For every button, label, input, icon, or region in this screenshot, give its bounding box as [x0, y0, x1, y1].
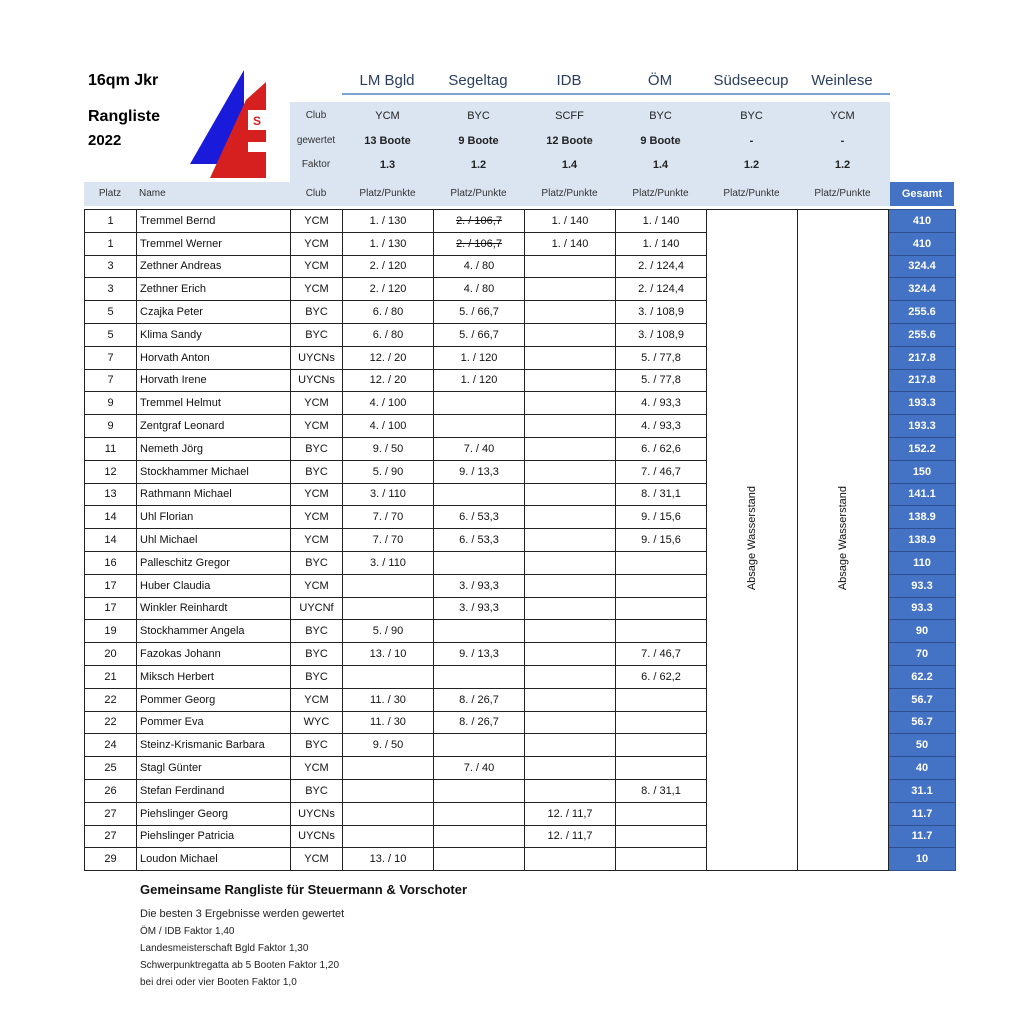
notes-title: Gemeinsame Rangliste für Steuermann & Vorschoter: [140, 882, 468, 897]
event-factor: 1.2: [743, 159, 760, 171]
oem-cell: [616, 825, 707, 848]
event-name: Weinlese: [811, 72, 873, 89]
club-cell: BYC: [291, 437, 343, 460]
idb-cell: [525, 597, 616, 620]
rank-cell: 9: [85, 415, 137, 438]
lm-bgld-cell: 7. / 70: [343, 506, 434, 529]
name-cell: Tremmel Helmut: [137, 392, 291, 415]
lm-bgld-cell: 7. / 70: [343, 529, 434, 552]
idb-cell: [525, 848, 616, 871]
lm-bgld-cell: 5. / 90: [343, 620, 434, 643]
segeltag-cell: 9. / 13,3: [434, 460, 525, 483]
club-cell: BYC: [291, 665, 343, 688]
lm-bgld-cell: [343, 574, 434, 597]
segeltag-cell: [434, 415, 525, 438]
event-club: YCM: [375, 110, 400, 122]
segeltag-cell: [434, 802, 525, 825]
segeltag-cell: 4. / 80: [434, 278, 525, 301]
note-line: Die besten 3 Ergebnisse werden gewertet: [140, 908, 345, 920]
segeltag-cell: 5. / 66,7: [434, 323, 525, 346]
lm-bgld-cell: [343, 665, 434, 688]
lm-bgld-cell: 1. / 130: [343, 210, 434, 233]
name-cell: Czajka Peter: [137, 301, 291, 324]
oem-cell: 4. / 93,3: [616, 392, 707, 415]
lm-bgld-cell: [343, 779, 434, 802]
event-name: LM Bgld: [359, 72, 415, 89]
club-cell: YCM: [291, 529, 343, 552]
name-cell: Zethner Erich: [137, 278, 291, 301]
name-cell: Uhl Michael: [137, 529, 291, 552]
total-cell: 138.9: [889, 506, 956, 529]
idb-cell: [525, 415, 616, 438]
page-year: 2022: [88, 132, 122, 149]
total-cell: 31.1: [889, 779, 956, 802]
total-cell: 40: [889, 757, 956, 780]
club-cell: YCM: [291, 278, 343, 301]
oem-cell: 1. / 140: [616, 232, 707, 255]
lm-bgld-cell: 11. / 30: [343, 711, 434, 734]
col-head-platz-punkte: Platz/Punkte: [450, 188, 507, 199]
total-cell: 62.2: [889, 665, 956, 688]
club-cell: BYC: [291, 779, 343, 802]
lm-bgld-cell: 2. / 120: [343, 255, 434, 278]
idb-cell: 1. / 140: [525, 232, 616, 255]
oem-cell: [616, 711, 707, 734]
idb-cell: [525, 506, 616, 529]
total-cell: 93.3: [889, 574, 956, 597]
lm-bgld-cell: 6. / 80: [343, 323, 434, 346]
segeltag-cell: 1. / 120: [434, 369, 525, 392]
oem-cell: 8. / 31,1: [616, 483, 707, 506]
weinlese-cancelled-cell: [798, 210, 889, 871]
segeltag-cell: 8. / 26,7: [434, 688, 525, 711]
oem-cell: [616, 802, 707, 825]
name-cell: Fazokas Johann: [137, 643, 291, 666]
event-factor: 1.4: [652, 159, 669, 171]
lm-bgld-cell: 13. / 10: [343, 848, 434, 871]
rank-cell: 27: [85, 825, 137, 848]
event-boats: 9 Boote: [458, 135, 499, 147]
lm-bgld-cell: 12. / 20: [343, 346, 434, 369]
idb-cell: [525, 643, 616, 666]
total-cell: 141.1: [889, 483, 956, 506]
rank-cell: 7: [85, 346, 137, 369]
segeltag-cell: 7. / 40: [434, 757, 525, 780]
oem-cell: [616, 620, 707, 643]
event-factor: 1.3: [379, 159, 396, 171]
lm-bgld-cell: 12. / 20: [343, 369, 434, 392]
oem-cell: 6. / 62,2: [616, 665, 707, 688]
oem-cell: 3. / 108,9: [616, 301, 707, 324]
name-cell: Piehslinger Patricia: [137, 825, 291, 848]
lm-bgld-cell: 4. / 100: [343, 415, 434, 438]
total-cell: 152.2: [889, 437, 956, 460]
rank-cell: 22: [85, 688, 137, 711]
cancel-note: Absage Wasserstand: [746, 486, 758, 591]
event-club: BYC: [740, 110, 763, 122]
total-cell: 90: [889, 620, 956, 643]
oem-cell: 3. / 108,9: [616, 323, 707, 346]
total-cell: 410: [889, 210, 956, 233]
idb-cell: [525, 255, 616, 278]
info-row-faktor: [290, 153, 890, 177]
total-cell: 50: [889, 734, 956, 757]
total-cell: 193.3: [889, 415, 956, 438]
event-boats: 13 Boote: [364, 135, 411, 147]
total-cell: 56.7: [889, 688, 956, 711]
segeltag-cell: 5. / 66,7: [434, 301, 525, 324]
lm-bgld-cell: [343, 597, 434, 620]
segeltag-cell: [434, 779, 525, 802]
club-cell: YCM: [291, 848, 343, 871]
club-cell: YCM: [291, 255, 343, 278]
oem-cell: 7. / 46,7: [616, 460, 707, 483]
event-club: YCM: [830, 110, 855, 122]
event-name: IDB: [556, 72, 582, 89]
segeltag-cell: 3. / 93,3: [434, 574, 525, 597]
rank-cell: 13: [85, 483, 137, 506]
note-line: Schwerpunktregatta ab 5 Booten Faktor 1,20: [140, 960, 340, 971]
idb-cell: [525, 551, 616, 574]
rank-cell: 3: [85, 255, 137, 278]
total-cell: 11.7: [889, 802, 956, 825]
page-title: 16qm Jkr: [88, 72, 159, 89]
idb-cell: [525, 734, 616, 757]
total-cell: 150: [889, 460, 956, 483]
event-factor: 1.2: [834, 159, 851, 171]
info-label-gewertet: gewertet: [296, 135, 336, 146]
idb-cell: [525, 779, 616, 802]
oem-cell: [616, 574, 707, 597]
event-boats: 9 Boote: [640, 135, 681, 147]
lm-bgld-cell: 3. / 110: [343, 551, 434, 574]
total-cell: 93.3: [889, 597, 956, 620]
lm-bgld-cell: 3. / 110: [343, 483, 434, 506]
name-cell: Klima Sandy: [137, 323, 291, 346]
rank-cell: 25: [85, 757, 137, 780]
name-cell: Horvath Irene: [137, 369, 291, 392]
total-cell: 217.8: [889, 346, 956, 369]
total-cell: 10: [889, 848, 956, 871]
total-cell: 324.4: [889, 278, 956, 301]
oem-cell: [616, 734, 707, 757]
info-row-gewertet: [290, 129, 890, 153]
rank-cell: 19: [85, 620, 137, 643]
segeltag-cell: 6. / 53,3: [434, 529, 525, 552]
note-line: ÖM / IDB Faktor 1,40: [140, 926, 235, 937]
oem-cell: 6. / 62,6: [616, 437, 707, 460]
lm-bgld-cell: 6. / 80: [343, 301, 434, 324]
lm-bgld-cell: [343, 757, 434, 780]
segeltag-cell: 3. / 93,3: [434, 597, 525, 620]
segeltag-cell: 9. / 13,3: [434, 643, 525, 666]
idb-cell: [525, 757, 616, 780]
event-name: ÖM: [647, 72, 673, 89]
oem-cell: [616, 848, 707, 871]
event-club: BYC: [649, 110, 672, 122]
segeltag-cell: [434, 825, 525, 848]
table-row: [85, 210, 956, 233]
struck-result: 2. / 106,7: [456, 237, 502, 250]
name-cell: Pommer Georg: [137, 688, 291, 711]
club-cell: BYC: [291, 460, 343, 483]
name-cell: Stefan Ferdinand: [137, 779, 291, 802]
rank-cell: 12: [85, 460, 137, 483]
oem-cell: 5. / 77,8: [616, 369, 707, 392]
lm-bgld-cell: 2. / 120: [343, 278, 434, 301]
name-cell: Miksch Herbert: [137, 665, 291, 688]
total-cell: 110: [889, 551, 956, 574]
suedseecup-cancelled-cell: [707, 210, 798, 871]
oem-cell: 2. / 124,4: [616, 255, 707, 278]
segeltag-cell: 7. / 40: [434, 437, 525, 460]
segeltag-cell: [434, 232, 525, 255]
oem-cell: [616, 597, 707, 620]
idb-cell: [525, 688, 616, 711]
club-cell: YCM: [291, 415, 343, 438]
club-cell: UYCNf: [291, 597, 343, 620]
event-club: BYC: [467, 110, 490, 122]
name-cell: Steinz-Krismanic Barbara: [137, 734, 291, 757]
idb-cell: [525, 346, 616, 369]
page-subtitle: Rangliste: [88, 108, 161, 125]
rank-cell: 29: [85, 848, 137, 871]
col-head-platz-punkte: Platz/Punkte: [723, 188, 780, 199]
note-line: bei drei oder vier Booten Faktor 1,0: [140, 977, 297, 988]
info-label-club: Club: [305, 110, 327, 121]
rank-cell: 9: [85, 392, 137, 415]
col-head-platz-punkte: Platz/Punkte: [541, 188, 598, 199]
oem-cell: [616, 551, 707, 574]
rank-cell: 21: [85, 665, 137, 688]
rank-cell: 3: [85, 278, 137, 301]
total-cell: 138.9: [889, 529, 956, 552]
club-cell: UYCNs: [291, 346, 343, 369]
oem-cell: 1. / 140: [616, 210, 707, 233]
idb-cell: [525, 711, 616, 734]
idb-cell: [525, 301, 616, 324]
club-cell: BYC: [291, 301, 343, 324]
rank-cell: 24: [85, 734, 137, 757]
lm-bgld-cell: 9. / 50: [343, 437, 434, 460]
info-row-club: [290, 104, 890, 128]
rank-cell: 20: [85, 643, 137, 666]
oem-cell: 8. / 31,1: [616, 779, 707, 802]
idb-cell: [525, 483, 616, 506]
event-name: Südseecup: [713, 72, 789, 89]
rank-cell: 17: [85, 574, 137, 597]
segeltag-cell: [434, 734, 525, 757]
lm-bgld-cell: 1. / 130: [343, 232, 434, 255]
event-boats: -: [749, 135, 754, 147]
segeltag-cell: [434, 620, 525, 643]
event-boats: 12 Boote: [546, 135, 593, 147]
sailing-logo-icon: [186, 66, 276, 182]
club-cell: YCM: [291, 232, 343, 255]
rank-cell: 14: [85, 529, 137, 552]
lm-bgld-cell: 4. / 100: [343, 392, 434, 415]
idb-cell: [525, 529, 616, 552]
total-cell: 11.7: [889, 825, 956, 848]
rank-cell: 27: [85, 802, 137, 825]
total-cell: 70: [889, 643, 956, 666]
total-cell: 255.6: [889, 301, 956, 324]
name-cell: Pommer Eva: [137, 711, 291, 734]
col-head-platz-punkte: Platz/Punkte: [632, 188, 689, 199]
idb-cell: 12. / 11,7: [525, 825, 616, 848]
col-head-platz-punkte: Platz/Punkte: [814, 188, 871, 199]
total-cell: 255.6: [889, 323, 956, 346]
club-cell: YCM: [291, 210, 343, 233]
name-cell: Stockhammer Angela: [137, 620, 291, 643]
segeltag-cell: [434, 392, 525, 415]
club-cell: BYC: [291, 620, 343, 643]
idb-cell: [525, 392, 616, 415]
club-cell: YCM: [291, 392, 343, 415]
club-cell: UYCNs: [291, 802, 343, 825]
rank-cell: 1: [85, 232, 137, 255]
name-cell: Zentgraf Leonard: [137, 415, 291, 438]
oem-cell: 2. / 124,4: [616, 278, 707, 301]
name-cell: Nemeth Jörg: [137, 437, 291, 460]
col-head-platz-punkte: Platz/Punkte: [359, 188, 416, 199]
idb-cell: [525, 278, 616, 301]
col-head-platz: Platz: [98, 188, 122, 199]
rank-cell: 11: [85, 437, 137, 460]
idb-cell: [525, 369, 616, 392]
name-cell: Tremmel Werner: [137, 232, 291, 255]
club-cell: YCM: [291, 757, 343, 780]
header-divider: [342, 93, 890, 95]
club-cell: YCM: [291, 574, 343, 597]
idb-cell: [525, 574, 616, 597]
segeltag-cell: [434, 551, 525, 574]
idb-cell: 12. / 11,7: [525, 802, 616, 825]
logo-letter: S: [252, 114, 262, 128]
oem-cell: 9. / 15,6: [616, 529, 707, 552]
results-table: [84, 209, 956, 871]
total-cell: 56.7: [889, 711, 956, 734]
segeltag-cell: [434, 665, 525, 688]
name-cell: Piehslinger Georg: [137, 802, 291, 825]
idb-cell: [525, 323, 616, 346]
total-cell: 324.4: [889, 255, 956, 278]
info-label-faktor: Faktor: [301, 159, 331, 170]
event-boats: -: [840, 135, 845, 147]
rank-cell: 22: [85, 711, 137, 734]
name-cell: Rathmann Michael: [137, 483, 291, 506]
event-name: Segeltag: [448, 72, 508, 89]
idb-cell: [525, 460, 616, 483]
total-cell: 217.8: [889, 369, 956, 392]
name-cell: Palleschitz Gregor: [137, 551, 291, 574]
name-cell: Stockhammer Michael: [137, 460, 291, 483]
oem-cell: [616, 688, 707, 711]
rank-cell: 5: [85, 323, 137, 346]
cancel-note: Absage Wasserstand: [837, 486, 849, 591]
club-cell: YCM: [291, 483, 343, 506]
idb-cell: [525, 665, 616, 688]
oem-cell: 9. / 15,6: [616, 506, 707, 529]
event-factor: 1.4: [561, 159, 578, 171]
oem-cell: [616, 757, 707, 780]
club-cell: BYC: [291, 551, 343, 574]
name-cell: Uhl Florian: [137, 506, 291, 529]
rank-cell: 1: [85, 210, 137, 233]
club-cell: BYC: [291, 734, 343, 757]
event-club: SCFF: [555, 110, 584, 122]
lm-bgld-cell: [343, 802, 434, 825]
segeltag-cell: 1. / 120: [434, 346, 525, 369]
rank-cell: 26: [85, 779, 137, 802]
oem-cell: 7. / 46,7: [616, 643, 707, 666]
lm-bgld-cell: 5. / 90: [343, 460, 434, 483]
name-cell: Huber Claudia: [137, 574, 291, 597]
idb-cell: 1. / 140: [525, 210, 616, 233]
club-cell: UYCNs: [291, 369, 343, 392]
club-cell: YCM: [291, 688, 343, 711]
oem-cell: 4. / 93,3: [616, 415, 707, 438]
name-cell: Tremmel Bernd: [137, 210, 291, 233]
name-cell: Winkler Reinhardt: [137, 597, 291, 620]
name-cell: Horvath Anton: [137, 346, 291, 369]
rank-cell: 16: [85, 551, 137, 574]
rank-cell: 5: [85, 301, 137, 324]
segeltag-cell: 4. / 80: [434, 255, 525, 278]
total-cell: 193.3: [889, 392, 956, 415]
name-cell: Zethner Andreas: [137, 255, 291, 278]
club-cell: BYC: [291, 643, 343, 666]
col-head-club: Club: [305, 188, 327, 199]
rank-cell: 17: [85, 597, 137, 620]
lm-bgld-cell: 9. / 50: [343, 734, 434, 757]
segeltag-cell: 6. / 53,3: [434, 506, 525, 529]
rank-cell: 14: [85, 506, 137, 529]
segeltag-cell: [434, 848, 525, 871]
name-cell: Stagl Günter: [137, 757, 291, 780]
club-cell: YCM: [291, 506, 343, 529]
note-line: Landesmeisterschaft Bgld Faktor 1,30: [140, 943, 309, 954]
segeltag-cell: [434, 483, 525, 506]
idb-cell: [525, 620, 616, 643]
lm-bgld-cell: 11. / 30: [343, 688, 434, 711]
club-cell: BYC: [291, 323, 343, 346]
idb-cell: [525, 437, 616, 460]
total-cell: 410: [889, 232, 956, 255]
lm-bgld-cell: [343, 825, 434, 848]
club-cell: UYCNs: [291, 825, 343, 848]
col-head-name: Name: [139, 188, 166, 199]
rank-cell: 7: [85, 369, 137, 392]
col-head-gesamt: Gesamt: [890, 182, 954, 206]
oem-cell: 5. / 77,8: [616, 346, 707, 369]
club-cell: WYC: [291, 711, 343, 734]
segeltag-cell: 8. / 26,7: [434, 711, 525, 734]
lm-bgld-cell: 13. / 10: [343, 643, 434, 666]
event-factor: 1.2: [470, 159, 487, 171]
struck-result: 2. / 106,7: [456, 214, 502, 227]
name-cell: Loudon Michael: [137, 848, 291, 871]
segeltag-cell: [434, 210, 525, 233]
